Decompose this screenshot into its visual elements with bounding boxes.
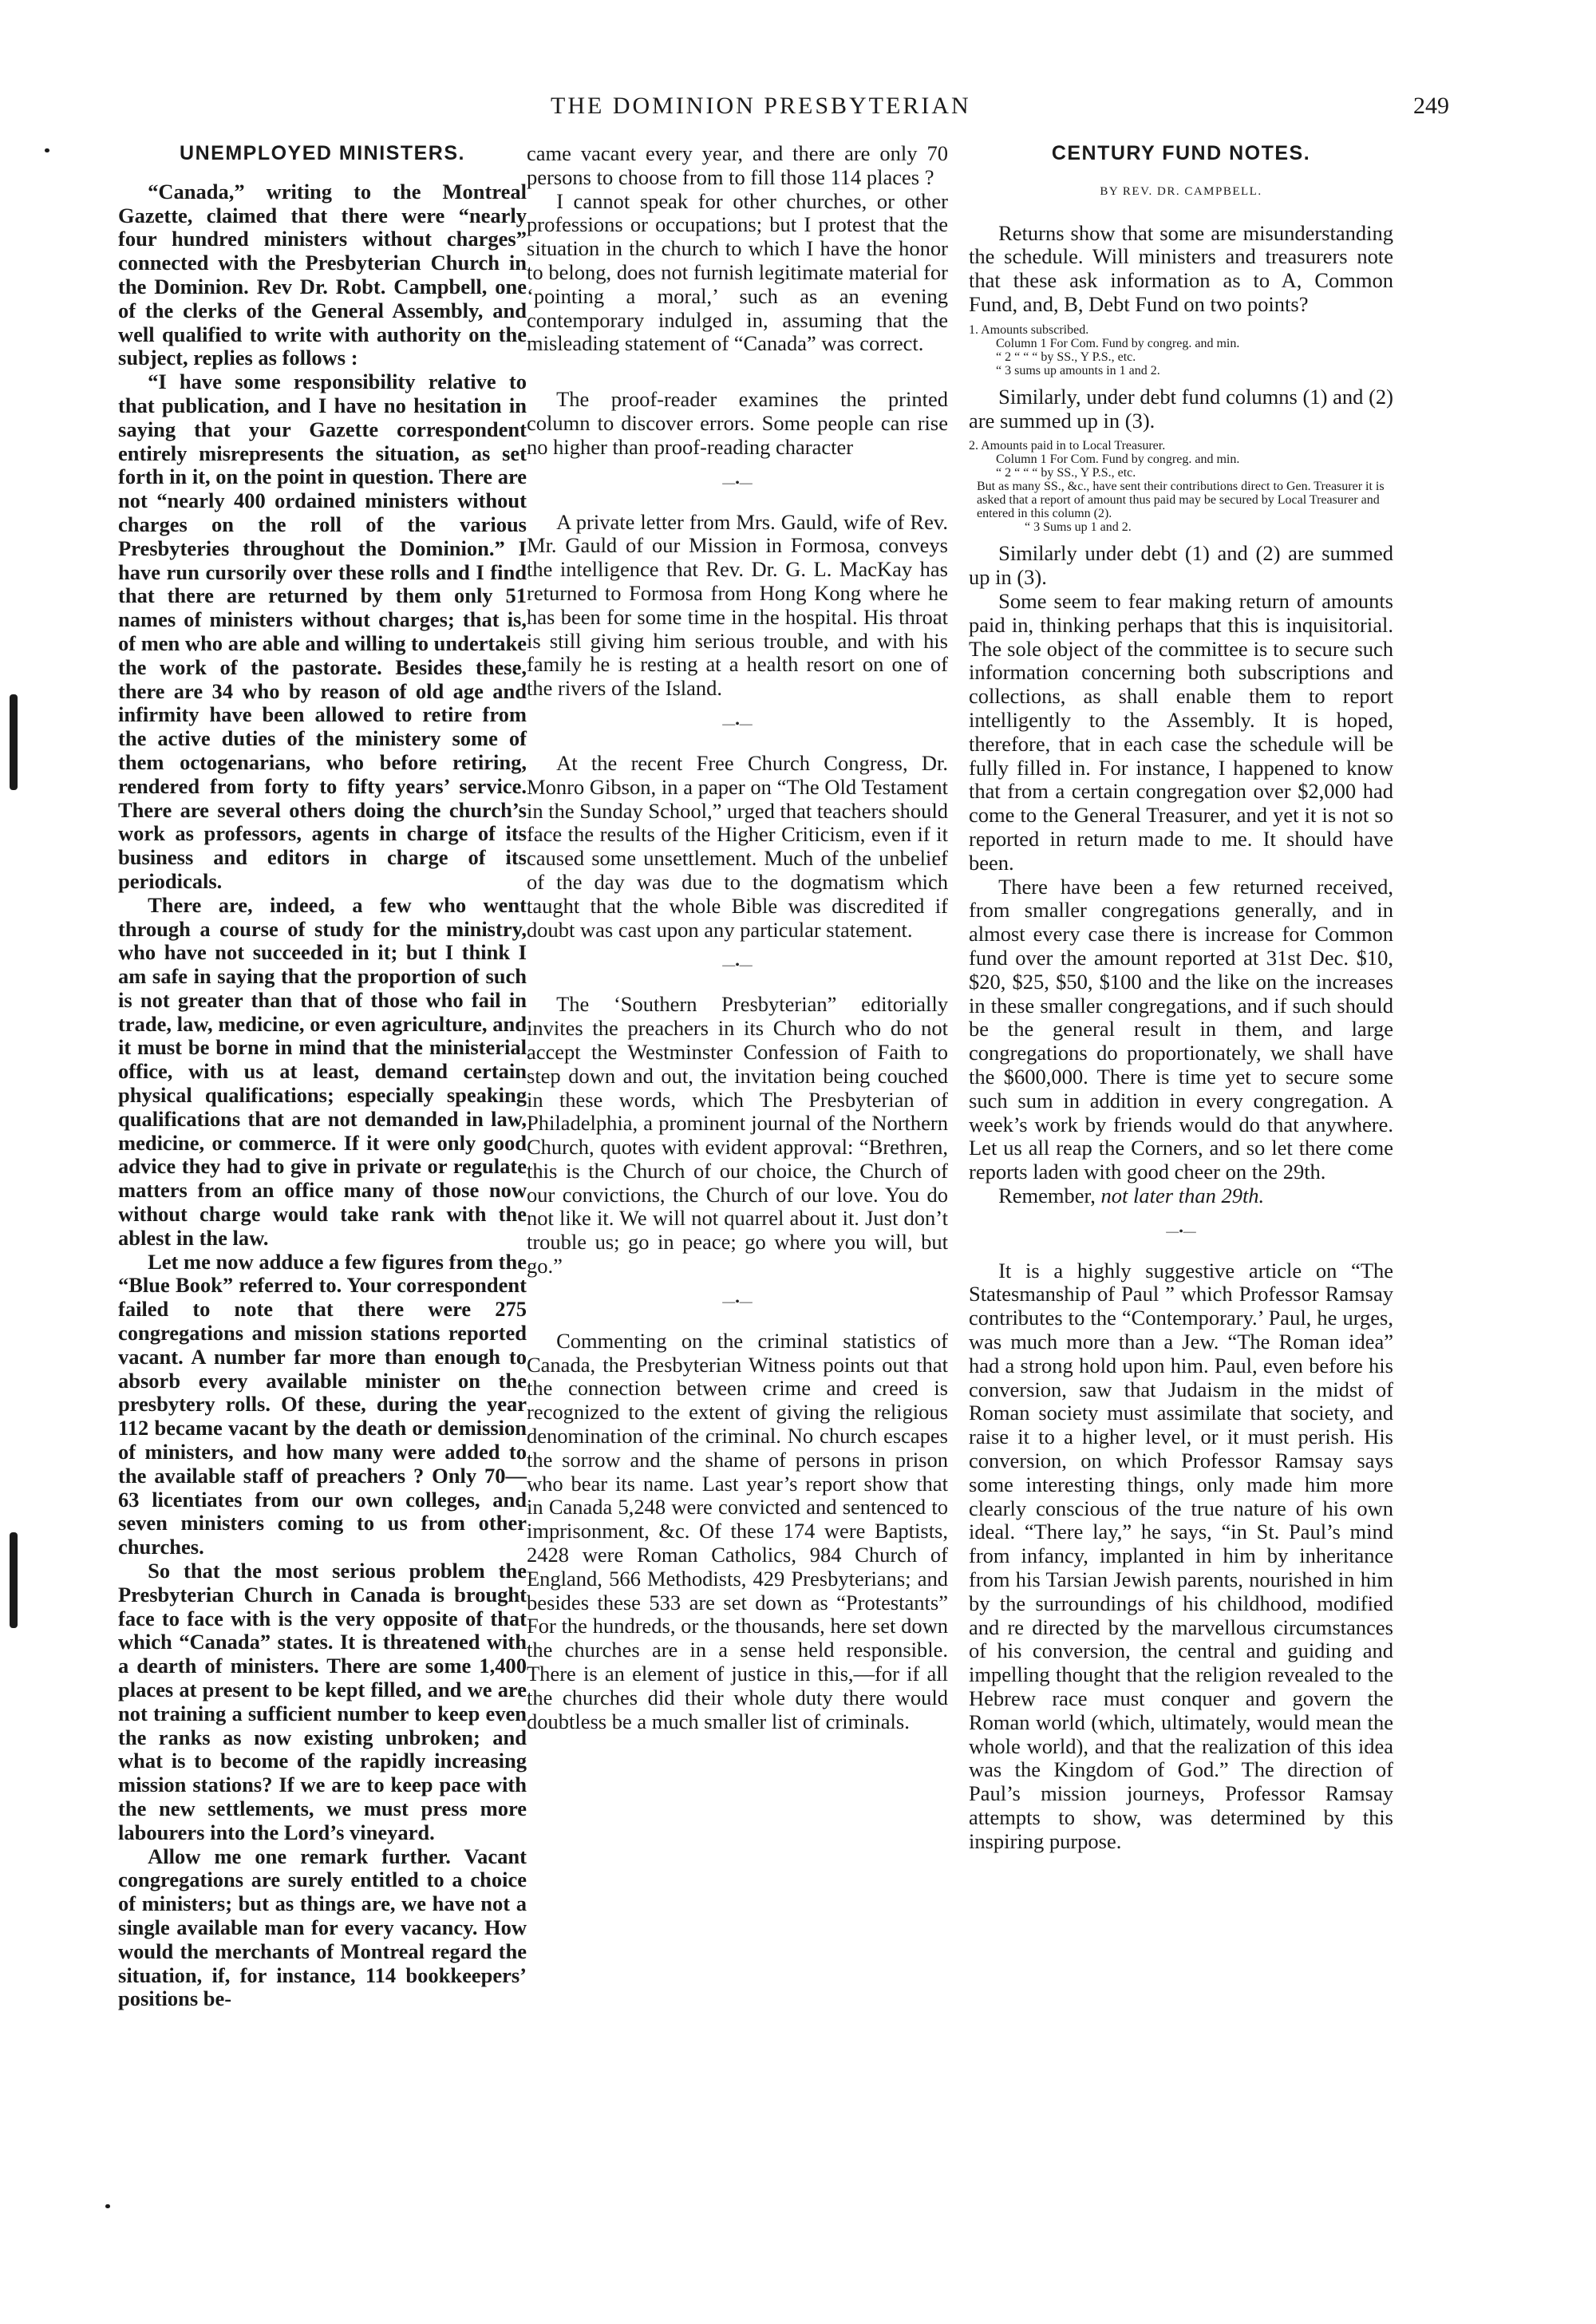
separator-ornament: —•— [722, 476, 753, 490]
running-head: THE DOMINION PRESBYTERIAN [551, 93, 971, 119]
article-paragraph: I cannot speak for other churches, or other professions or occupations; but I protest that the situation in the church to which I have the honor to belong, does not furnish legitimate material for ‘pointing a moral,’ such as an evening contemporary indulged in, assuming that the misleading statement of “Canada” was correct. [527, 188, 948, 356]
binding-mark [10, 694, 18, 790]
separator-ornament: —•— [722, 1294, 753, 1309]
note-statesmanship-of-paul: It is a highly suggestive article on “The Statesmanship of Paul ” which Professor Ramsay contributes to the “Contemporary.’ Paul, he urges, was much more than a Jew. “The Roman idea” had a strong hold upon him. Paul, even before his conversion, saw that Judaism in the midst of Roman society must assimilate that society, and raise it to a higher level, or it must perish. His conversion, on which Professor Ramsay says some interesting things, only made him more clearly conscious of the true nature of his own ideal. “There lay,” he says, “in St. Paul’s mind from infancy, implanted in him by inheritance from his Tarsian Jewish parents, nourished in him by the surroundings of his childhood, modified and re directed by the marvellous circumstances of his conversion, the central and guiding and impelling thought that the religion revealed to the Hebrew race must conquer and govern the Roman world (which, ultimately, would mean the whole world), and that the realization of this idea was the Kingdom of God.” The direction of Paul’s mission journeys, Professor Ramsay attempts to show, was determined by this inspiring purpose. [969, 1258, 1393, 1853]
note-church-congress: At the recent Free Church Congress, Dr. Monro Gibson, in a paper on “The Old Testament in the Sunday School,” urged that teachers should face the results of the Higher Criticism, even if it caused some unsettlement. Much of the unbelief of the day was due to the dogmatism which taught that the whole Bible was discredited if doubt was cast upon any particular statement. [527, 750, 948, 942]
article-paragraph: Returns show that some are misunderstanding the schedule. Will ministers and treasurers note that these ask information as to A, Common Fund, and, B, Debt Fund on two points? [969, 220, 1393, 316]
column-2 [527, 142, 948, 1733]
separator-ornament: —•— [1166, 1224, 1196, 1239]
article-paragraph: Similarly, under debt fund columns (1) and (2) are summed up in (3). [969, 384, 1393, 433]
article-paragraph: There have been a few returned received, from smaller congregations generally, and in almost every case there is increase for Common fund over the amount reported at 31st Dec. $10, $20, $25, $50, $100 and the like on the increases in these smaller congregations, and if such should be the general result in them, and large congregations do proportionately, we shall have the $600,000. There is time yet to secure some such sum in addition in every congregation. A week’s work by friends would do that anywhere. Let us all reap the Corners, and so let there come reports laden with good cheer on the 29th. [969, 874, 1393, 1184]
article-paragraph: “I have some responsibility relative to that publication, and I have no hesitation in saying that your Gazette correspondent entirely misrepresents the situation, as set forth in it, on the point in question. There are not “nearly 400 ordained ministers without charges on the roll of the various Presbyteries throughout the Dominion.” I have run cursorily over these rolls and I find that there are returned by them only 51 names of ministers without charges; that is, of men who are able and willing to undertake the work of the pastorate. Besides these, there are 34 who by reason of old age and infirmity have been allowed to retire from the active duties of the ministery some of them octogenarians, who before retiring, rendered from forty to fifty years’ service. There are several others doing the church’s work as professors, agents in charge of its business and editors in charge of its periodicals. [118, 370, 527, 893]
speck [45, 148, 49, 152]
closing-line: Remember, not later than 29th. [998, 1183, 1265, 1207]
page-number: 249 [1413, 93, 1449, 119]
byline: BY REV. DR. CAMPBELL. [1100, 184, 1262, 198]
article-paragraph: So that the most serious problem the Presbyterian Church in Canada is brought face to face with is the very opposite of that which “Canada” states. It is threatened with a dearth of ministers. There are some 1,400 places at present to be kept filled, and we are not training a sufficient number to keep even the ranks as now existing unbroken; and what is to become of the rapidly increasing mission stations? If we are to keep pace with the new settlements, we must press more labourers into the Lord’s vineyard. [118, 1559, 527, 1844]
binding-mark [10, 1532, 18, 1628]
schedule-note-2: 2. Amounts paid in to Local Treasurer. Column 1 For Com. Fund by congreg. and min. “ 2 “ “ “ by SS., Y P.S., etc. But as many SS., &c., have sent their contributions direct to Gen. Treasurer it is asked that a report of amount thus paid may be secured by Local Treasurer and entered in this column (2). “ 3 Sums up 1 and 2. [969, 439, 1385, 535]
article-paragraph: Allow me one remark further. Vacant congregations are surely entitled to a choice of ministers; but as things are, we have not a single available man for every vacancy. How would the merchants of Montreal regard the situation, if, for instance, 114 bookkeepers’ positions be- [118, 1844, 527, 2011]
speck [105, 2204, 110, 2208]
note-southern-presbyterian: The ‘Southern Presbyterian” editorially invites the preachers in its Church who do not accept the Westminster Confession of Faith to step down and out, the invitation being couched in these words, which The Presbyterian of Philadelphia, a prominent journal of the Northern Church, quotes with evident approval: “Brethren, this is the Church of our choice, the Church of our convictions, the Church of our love. You do not like it. We will not quarrel about it. Just don’t trouble us; go in peace; go where you will, but go.” [527, 992, 948, 1279]
note-gauld-letter: A private letter from Mrs. Gauld, wife of Rev. Mr. Gauld of our Mission in Formosa, conveys the intelligence that Rev. Dr. G. L. MacKay has returned to Formosa from Hong Kong where he has been for some time in the hospital. His throat is still giving him serious trouble, and with his family he is resting at a health resort on one of the rivers of the Island. [527, 509, 948, 701]
schedule-note-1: 1. Amounts subscribed. Column 1 For Com. Fund by congreg. and min. “ 2 “ “ “ by SS., Y P.S., etc. “ 3 sums up amounts in 1 and 2. [969, 322, 1240, 377]
article-paragraph: Similarly under debt (1) and (2) are summed up in (3). [969, 541, 1393, 590]
article-paragraph: There are, indeed, a few who went through a course of study for the ministry, who have not succeeded in it; but I think I am safe in saying that the proportion of such is not greater than that of those who fail in trade, law, medicine, or even agriculture, and it must be borne in mind that the ministerial office, with us at least, demand certain physical qualifications; especially speaking qualifications that are not demanded in law, medicine, or commerce. If it were only good advice they had to give in private or regulate matters from an office many of those now without charge would take rank with the ablest in the law. [118, 892, 527, 1250]
note-criminal-statistics: Commenting on the criminal statistics of Canada, the Presbyterian Witness points out that the connection between crime and creed is recognized to the extent of giving the religious denomination of the criminal. No church escapes the sorrow and the shame of persons in prison who bear its name. Last year’s report show that in Canada 5,248 were convicted and sentenced to imprisonment, &c. Of these 174 were Baptists, 2428 were Roman Catholics, 984 Church of England, 566 Methodists, 429 Presbyterians; and besides these 533 are set down as “Protestants” For the hundreds, or the thousands, here set down the churches are in a sense held responsible. There is an element of justice in this,—for if all the churches did their whole duty there would doubtless be a much smaller list of criminals. [527, 1328, 948, 1733]
column-1 [118, 142, 527, 2011]
separator-ornament: —•— [722, 958, 753, 973]
column-3 [969, 142, 1393, 1854]
headline-unemployed-ministers: UNEMPLOYED MINISTERS. [180, 142, 465, 164]
article-paragraph: Let me now adduce a few figures from the “Blue Book” referred to. Your correspondent failed to note that there were 275 congregations and mission stations reported vacant. A number far more than enough to absorb every available minister on the presbytery rolls. Of these, during the year 112 became vacant by the death or demission of ministers, and how many were added to the available staff of preachers ? Only 70—63 licentiates from our own colleges, and seven ministers coming to us from other churches. [118, 1249, 527, 1559]
note-proof-reader: The proof-reader examines the printed column to discover errors. Some people can rise no higher than proof-reading character [527, 387, 948, 459]
separator-ornament: —•— [722, 717, 753, 731]
headline-century-fund-notes: CENTURY FUND NOTES. [1051, 142, 1311, 164]
article-paragraph: Some seem to fear making return of amounts paid in, thinking perhaps that this is inquisitorial. The sole object of the committee is to secure such information concerning both subscriptions and collections, as shall enable them to report intelligently to the Assembly. It is hoped, therefore, that in each case the schedule will be fully filled in. For instance, I happened to know that from a certain congregation over $2,000 had come to the General Treasurer, and yet it is not so reported in return made to me. It should have been. [969, 588, 1393, 875]
article-paragraph: came vacant every year, and there are only 70 persons to choose from to fill those 114 places ? [527, 141, 948, 189]
article-paragraph: “Canada,” writing to the Montreal Gazette, claimed that there were “nearly four hundred ministers without charges” connected with the Presbyterian Church in the Dominion. Rev Dr. Robt. Campbell, one of the clerks of the General Assembly, and well qualified to write with authority on the subject, replies as follows : [118, 179, 527, 370]
